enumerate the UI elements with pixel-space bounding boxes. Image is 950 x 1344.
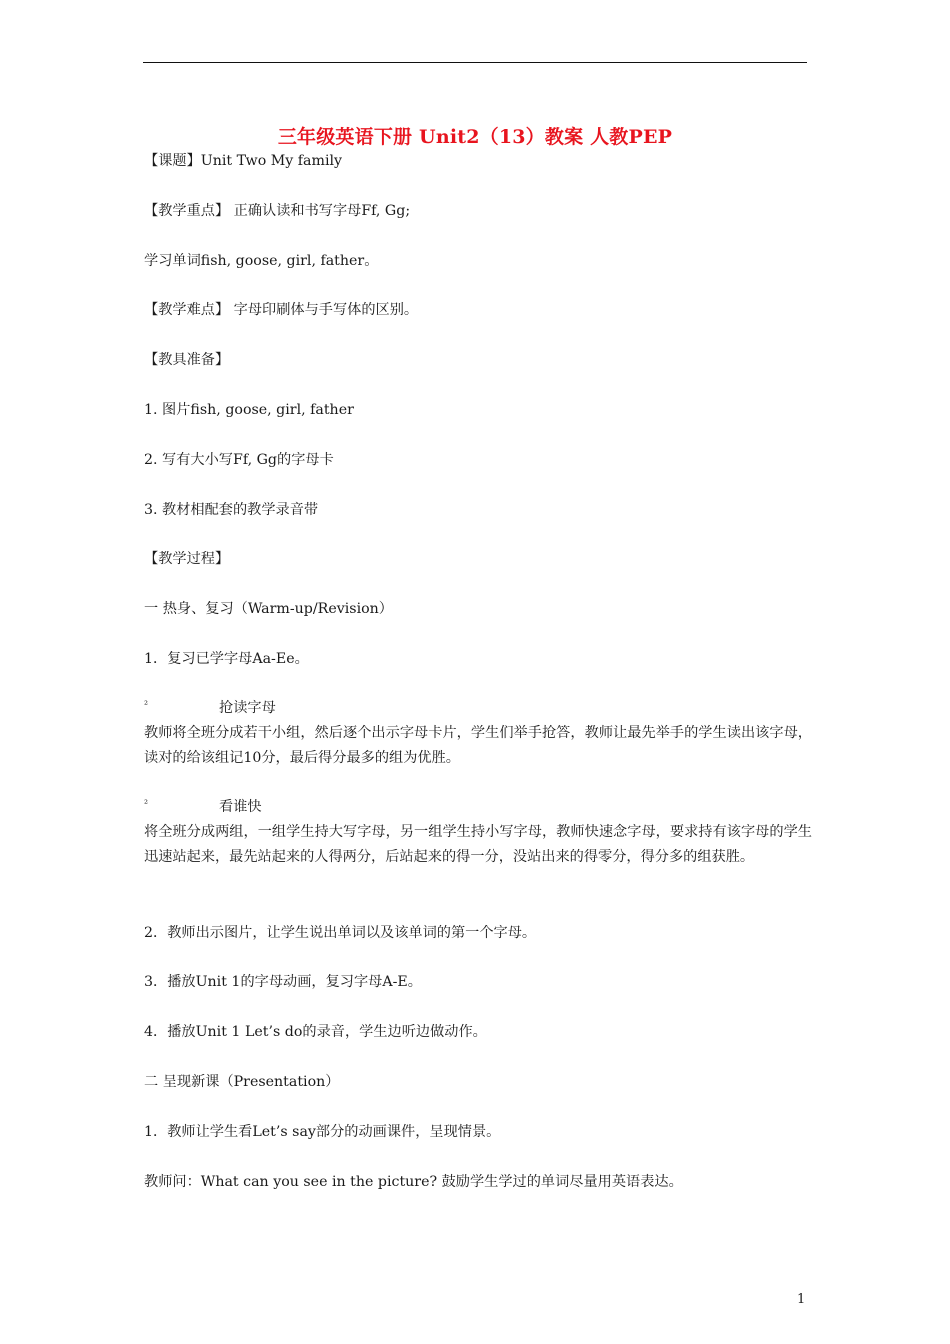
step-line: 4．播放Unit 1 Let’s do的录音，学生边听边做动作。 [144,1024,487,1040]
teaching-aid-item: 2. 写有大小写Ff, Gg的字母卡 [144,452,334,468]
step-line: 1．教师让学生看Let’s say部分的动画课件，呈现情景。 [144,1124,501,1140]
activity-title: 抢读字母 [219,700,276,716]
difficult-points: 【教学难点】 字母印刷体与手写体的区别。 [144,302,419,318]
lesson-topic: 【课题】Unit Two My family [144,153,343,169]
activity-description: 将全班分成两组，一组学生持大写字母，另一组学生持小写字母，教师快速念字母，要求持有该字母的学生迅速站起来，最先站起来的人得两分，后站起来的得一分，没站出来的得零分，得分多的组获胜。 [144,824,812,865]
activity-description: 教师将全班分成若干小组，然后逐个出示字母卡片，学生们举手抢答，教师让最先举手的学生读出该字母，读对的给该组记10分，最后得分最多的组为优胜。 [144,725,812,766]
page-number: 1 [797,1292,806,1307]
teaching-aids-heading: 【教具准备】 [144,352,230,368]
section-heading-warmup: 一 热身、复习（Warm-up/Revision） [144,601,393,617]
bullet-marker: ² [144,799,149,810]
teaching-aid-item: 1. 图片fish, goose, girl, father [144,402,354,418]
step-line: 3．播放Unit 1的字母动画，复习字母A-E。 [144,974,422,990]
header-rule [143,62,807,63]
process-heading: 【教学过程】 [144,551,230,567]
document-title: 三年级英语下册 Unit2（13）教案 人教PEP [277,126,673,148]
bullet-marker: ² [144,700,149,711]
teaching-aid-item: 3. 教材相配套的教学录音带 [144,502,319,518]
step-line: 2．教师出示图片，让学生说出单词以及该单词的第一个字母。 [144,925,537,941]
section-heading-presentation: 二 呈现新课（Presentation） [144,1074,340,1090]
step-line: 1．复习已学字母Aa-Ee。 [144,651,309,667]
teacher-question: 教师问：What can you see in the picture? 鼓励学生学过的单词尽量用英语表达。 [144,1174,683,1190]
activity-title: 看谁快 [219,799,262,815]
vocabulary-line: 学习单词fish, goose, girl, father。 [144,253,379,269]
key-points: 【教学重点】 正确认读和书写字母Ff, Gg; [144,203,411,219]
